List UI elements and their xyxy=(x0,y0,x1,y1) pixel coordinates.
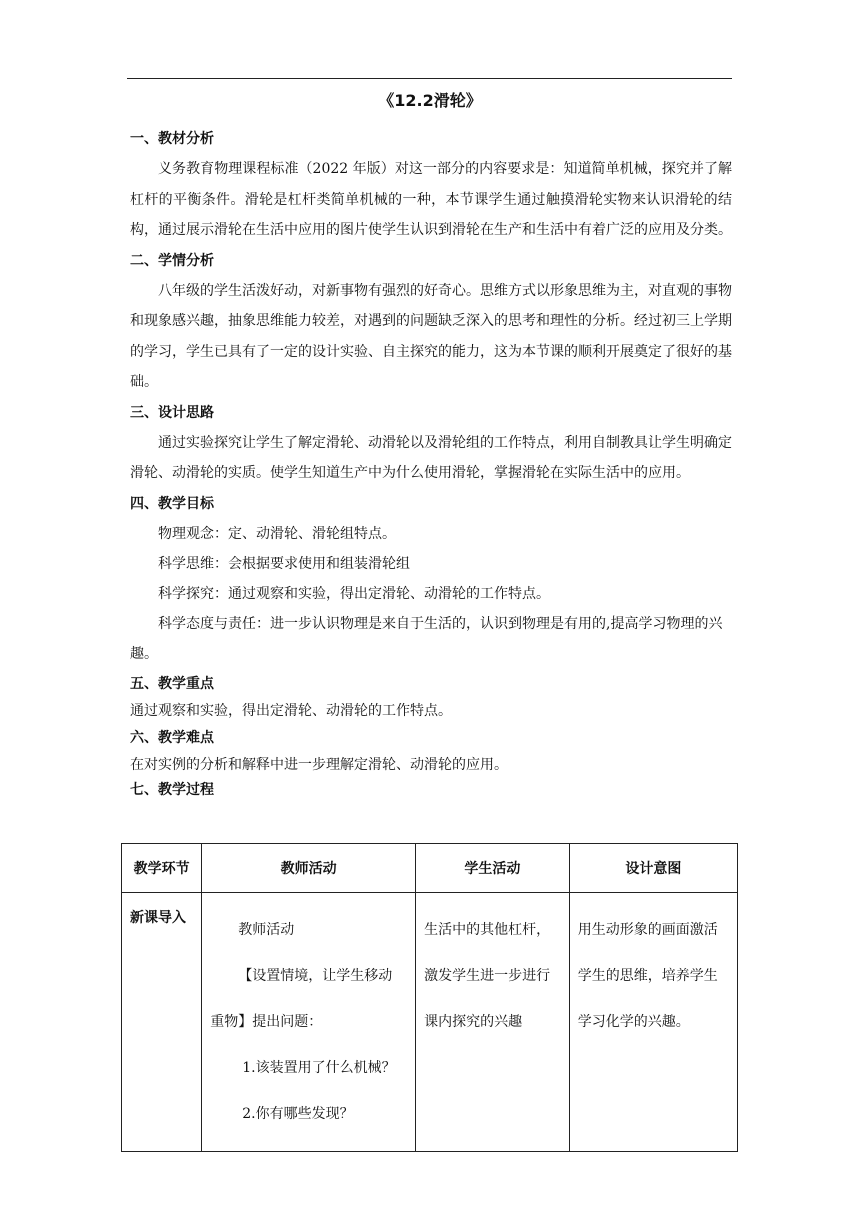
section-text-3: 通过实验探究让学生了解定滑轮、动滑轮以及滑轮组的工作特点，利用自制教具让学生明确定滑轮、动滑轮的实质。使学生知道生产中为什么使用滑轮，掌握滑轮在实际生活中的应用。 xyxy=(130,434,732,481)
section-heading-3: 三、设计思路 xyxy=(130,404,214,421)
cell-line: 1.该装置用了什么机械？ xyxy=(242,1060,396,1076)
section-text-1: 义务教育物理课程标准（2022 年版）对这一部分的内容要求是：知道简单机械，探究并了解杠杆的平衡条件。滑轮是杠杆类简单机械的一种，本节课学生通过触摸滑轮实物来认识滑轮的结构，通过展示滑轮在生活中应用的图片使学生认识到滑轮在生产和生活中有着广泛的应用及分类。 xyxy=(130,161,732,238)
section-text-2: 八年级的学生活泼好动，对新事物有强烈的好奇心。思维方式以形象思维为主，对直观的事物和现象感兴趣，抽象思维能力较差，对遇到的问题缺乏深入的思考和理性的分析。经过初三上学期的学习，学生已具有了一定的设计实验、自主探究的能力，这为本节课的顺利开展奠定了很好的基础。 xyxy=(130,282,732,390)
cell-line: 学生的思维，培养学生 xyxy=(577,968,718,984)
table-row xyxy=(122,893,738,1152)
column-header: 学生活动 xyxy=(416,844,570,893)
section-heading-5: 五、教学重点 xyxy=(130,675,214,692)
stage-cell: 新课导入 xyxy=(122,893,202,1152)
goal-item: 科学探究：通过观察和实验，得出定滑轮、动滑轮的工作特点。 xyxy=(158,585,550,602)
cell-line: 学习化学的兴趣。 xyxy=(577,1014,690,1030)
cell-line: 激发学生进一步进行 xyxy=(424,968,551,984)
cell-line: 用生动形象的画面激活 xyxy=(577,922,718,938)
cell-line: 课内探究的兴趣 xyxy=(424,1014,523,1030)
section-text-5: 通过观察和实验，得出定滑轮、动滑轮的工作特点。 xyxy=(130,702,452,719)
cell-line: 【设置情境，让学生移动 xyxy=(238,968,393,984)
goal-item: 科学思维：会根据要求使用和组装滑轮组 xyxy=(158,555,410,572)
table-header-row xyxy=(122,844,738,893)
teaching-process-table xyxy=(121,843,738,1152)
cell-line: 重物】提出问题： xyxy=(210,1014,323,1030)
section-heading-6: 六、教学难点 xyxy=(130,729,214,746)
document-title: 《12.2滑轮》 xyxy=(378,91,482,110)
section-heading-4: 四、教学目标 xyxy=(130,495,214,512)
column-header: 设计意图 xyxy=(569,844,737,893)
goal-item: 科学态度与责任：进一步认识物理是来自于生活的，认识到物理是有用的,提高学习物理的兴趣。 xyxy=(130,615,723,662)
cell-line: 教师活动 xyxy=(238,922,295,938)
cell-line: 2.你有哪些发现？ xyxy=(242,1106,354,1122)
section-heading-2: 二、学情分析 xyxy=(130,252,214,269)
section-heading-1: 一、教材分析 xyxy=(130,131,214,147)
goal-item: 物理观念：定、动滑轮、滑轮组特点。 xyxy=(158,525,396,542)
design-intent-cell xyxy=(569,893,737,1152)
header-rule xyxy=(127,78,732,79)
document-body xyxy=(130,124,732,805)
cell-line: 生活中的其他杠杆， xyxy=(424,922,551,938)
column-header: 教学环节 xyxy=(122,844,202,893)
teacher-activity-cell xyxy=(202,893,416,1152)
section-text-6: 在对实例的分析和解释中进一步理解定滑轮、动滑轮的应用。 xyxy=(130,756,508,773)
student-activity-cell xyxy=(416,893,570,1152)
section-heading-7: 七、教学过程 xyxy=(130,781,214,798)
column-header: 教师活动 xyxy=(202,844,416,893)
